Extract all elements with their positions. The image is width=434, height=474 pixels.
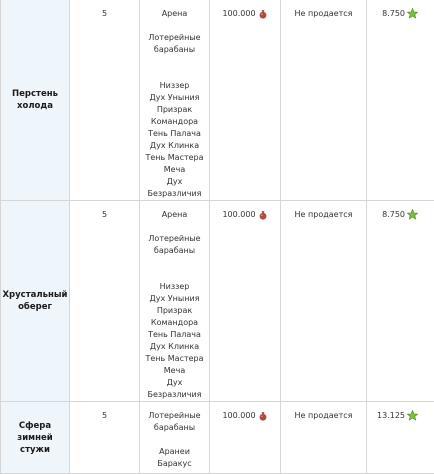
source-line: Лотерейные [140, 233, 209, 245]
value-amount: 8.750 [382, 9, 405, 18]
item-sources [140, 201, 210, 402]
item-value [367, 402, 434, 474]
source-line [140, 221, 209, 233]
item-sell-status: Не продается [281, 201, 367, 402]
money-bag-icon [258, 9, 268, 19]
item-name: Сфера зимней стужи [1, 402, 70, 474]
source-line: Баракус [140, 458, 209, 470]
item-value [367, 201, 434, 402]
items-table-body [1, 0, 434, 474]
price-value: 100.000 [222, 9, 255, 18]
source-line: Дух Клинка [140, 140, 209, 152]
value-amount: 13.125 [377, 411, 405, 420]
source-line [140, 56, 209, 68]
source-line: Аранеи [140, 446, 209, 458]
star-icon [407, 209, 418, 220]
source-line: Меча [140, 365, 209, 377]
source-line: Лотерейные [140, 32, 209, 44]
source-line: Тень Палача [140, 128, 209, 140]
source-line [140, 20, 209, 32]
value-amount: 8.750 [382, 210, 405, 219]
source-line: Низзер [140, 281, 209, 293]
source-line: Безразличия [140, 389, 209, 401]
item-price [210, 402, 281, 474]
source-line: барабаны [140, 245, 209, 257]
source-line: Дух Клинка [140, 341, 209, 353]
source-line: Тень Мастера [140, 152, 209, 164]
source-line [140, 68, 209, 80]
item-sell-status: Не продается [281, 0, 367, 201]
source-line: Низзер [140, 80, 209, 92]
star-icon [407, 410, 418, 421]
money-bag-icon [258, 210, 268, 220]
price-value: 100.000 [222, 411, 255, 420]
source-line: Призрак [140, 305, 209, 317]
source-line: Тень Мастера [140, 353, 209, 365]
source-line: Меча [140, 164, 209, 176]
item-value [367, 0, 434, 201]
source-line: Дух Уныния [140, 293, 209, 305]
star-icon [407, 8, 418, 19]
source-line [140, 434, 209, 446]
source-line: Командора [140, 116, 209, 128]
item-name: Хрустальный оберег [1, 201, 70, 402]
source-line: Командора [140, 317, 209, 329]
table-row [1, 402, 434, 474]
table-row [1, 0, 434, 201]
source-line [140, 269, 209, 281]
source-line: Призрак [140, 104, 209, 116]
source-line: Дух [140, 176, 209, 188]
item-level: 5 [70, 0, 140, 201]
item-level: 5 [70, 402, 140, 474]
source-line: Безразличия [140, 188, 209, 200]
item-sources [140, 402, 210, 474]
source-line: Арена [140, 8, 209, 20]
source-line: Арена [140, 209, 209, 221]
source-line: барабаны [140, 44, 209, 56]
item-sell-status: Не продается [281, 402, 367, 474]
source-line: Дух Уныния [140, 92, 209, 104]
item-price [210, 201, 281, 402]
item-name: Перстень холода [1, 0, 70, 201]
item-sources [140, 0, 210, 201]
source-line: Тень Палача [140, 329, 209, 341]
source-line: Лотерейные [140, 410, 209, 422]
table-row [1, 201, 434, 402]
price-value: 100.000 [222, 210, 255, 219]
item-price [210, 0, 281, 201]
item-level: 5 [70, 201, 140, 402]
source-line: Дух [140, 377, 209, 389]
source-line: барабаны [140, 422, 209, 434]
source-line [140, 257, 209, 269]
money-bag-icon [258, 411, 268, 421]
